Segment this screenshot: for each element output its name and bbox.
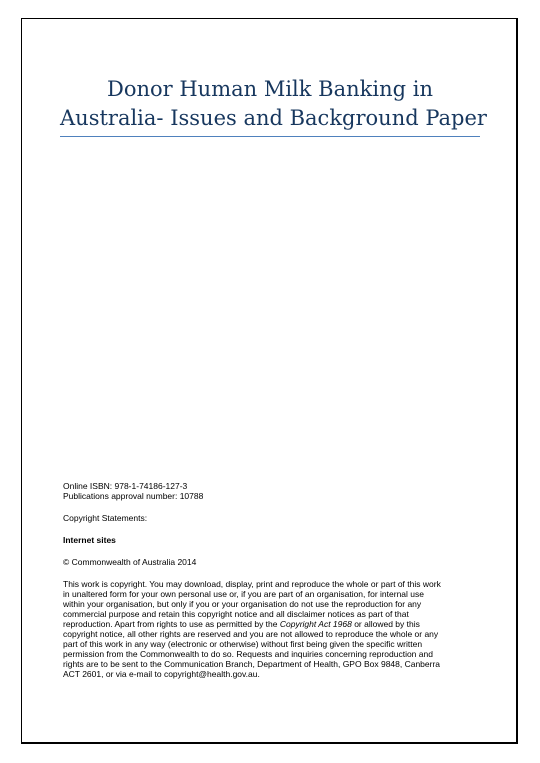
notice-line-2: in unaltered form for your own personal use or, if you are part of an organisation, for internal use — [63, 589, 424, 599]
notice-line-8: permission from the Commonwealth to do so. Requests and inquiries concerning reproduction and — [63, 649, 433, 659]
notice-line-10: ACT 2601, or via e-mail to copyright@health.gov.au. — [63, 669, 260, 679]
notice-line-3: within your organisation, but only if you or your organisation do not use the reproduction for any — [63, 599, 422, 609]
copyright-act-name: Copyright Act 1968 — [279, 619, 352, 629]
notice-line-5-head: reproduction. Apart from rights to use as permitted by the — [63, 619, 280, 629]
isbn-text: Online ISBN: 978-1-74186-127-3 — [63, 481, 188, 491]
document-title — [60, 75, 487, 137]
notice-line-4: commercial purpose and retain this copyright notice and all disclaimer notices as part of that — [63, 609, 409, 619]
copyright-statements-heading: Copyright Statements: — [63, 513, 148, 523]
title-line-1: Donor Human Milk Banking in — [107, 77, 433, 101]
notice-line-7: part of this work in any way (electronic or otherwise) without first being given the specific written — [63, 639, 423, 649]
copyright-notice — [63, 579, 483, 679]
notice-line-5 — [63, 619, 483, 629]
notice-line-5-tail: or allowed by this — [351, 619, 420, 629]
publication-info — [63, 481, 483, 679]
notice-line-6: copyright notice, all other rights are reserved and you are not allowed to reproduce the whole or any — [63, 629, 439, 639]
internet-sites-heading: Internet sites — [63, 535, 116, 545]
notice-line-1: This work is copyright. You may download, display, print and reproduce the whole or part of this work — [63, 579, 441, 589]
approval-number-text: Publications approval number: 10788 — [63, 491, 204, 501]
commonwealth-copyright: © Commonwealth of Australia 2014 — [63, 557, 197, 567]
notice-line-9: rights are to be sent to the Communication Branch, Department of Health, GPO Box 9848, Canberra — [63, 659, 441, 669]
title-line-2: Australia- Issues and Background Paper — [60, 106, 487, 130]
